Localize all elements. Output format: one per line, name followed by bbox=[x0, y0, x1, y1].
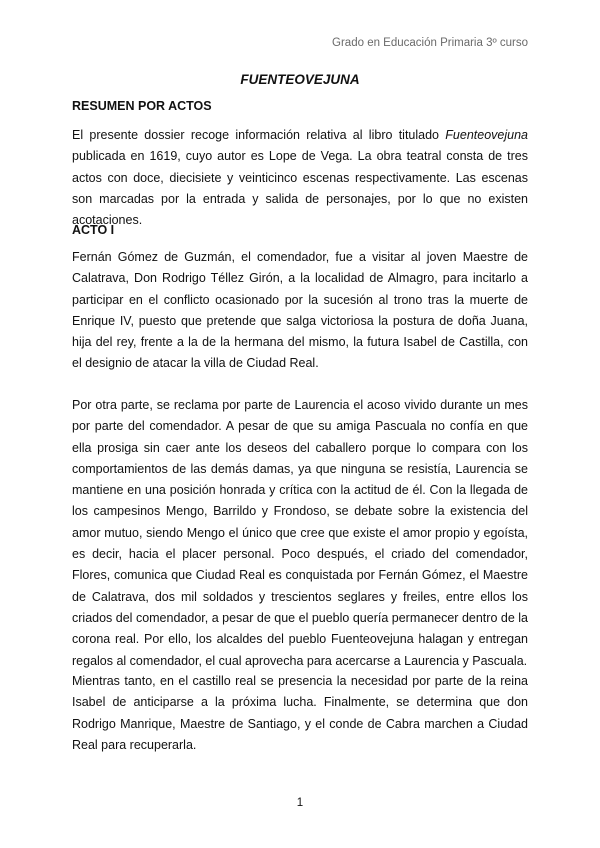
act1-paragraph-3: Mientras tanto, en el castillo real se presencia la necesidad por parte de la reina Isabel de anticiparse a la próxima lucha. Finalmente, se determina que don Rodrigo Manrique, Maestre de Santiago, y el conde de Cabra marchen a Ciudad Real para recuperarla. bbox=[72, 674, 528, 752]
act1-paragraph-1: Fernán Gómez de Guzmán, el comendador, fue a visitar al joven Maestre de Calatrava, Don Rodrigo Téllez Girón, a la localidad de Almagro, para incitarlo a participar en el conflicto ocasionado por la sucesión al trono tras la muerte de Enrique IV, puesto que pretende que salga victoriosa la postura de doña Juana, hija del rey, frente a la de la hermana del mismo, la futura Isabel de Castilla, con el designio de atacar la villa de Ciudad Real. bbox=[72, 250, 528, 371]
running-header: Grado en Educación Primaria 3º curso bbox=[332, 37, 528, 49]
act1-paragraph-2: Por otra parte, se reclama por parte de Laurencia el acoso vivido durante un mes por parte del comendador. A pesar de que su amiga Pascuala no confía en que ella prosiga sin caer ante los deseos del caballero porque lo compara con los comportamientos de las demás damas, ya que ninguna se resistía, Laurencia se mantiene en una posición honrada y crítica con la actitud de él. Con la llegada de los campesinos Mengo, Barrildo y Frondoso, se debate sobre la existencia del amor mutuo, siendo Mengo el único que cree que existe el amor propio y egoísta, es decir, hacia el placer personal. Poco después, el criado del comendador, Flores, comunica que Ciudad Real es conquistada por Fernán Gómez, el Maestre de Calatrava, dos mil soldados y trescientos seglares y freiles, entre ellos los criados del comendador, a pesar de que el pueblo quería permanecer dentro de la corona real. Por ello, los alcaldes del pueblo Fuenteovejuna halagan y entregan regalos al comendador, el cual aprovecha para acercarse a Laurencia y Pascuala. bbox=[72, 398, 528, 668]
act1-heading: ACTO I bbox=[72, 223, 115, 237]
document-title: FUENTEOVEJUNA bbox=[240, 72, 360, 87]
intro-paragraph bbox=[72, 125, 528, 231]
page-number: 1 bbox=[296, 797, 304, 809]
intro-book-title: Fuenteovejuna bbox=[445, 128, 528, 142]
intro-text-end: publicada en 1619, cuyo autor es Lope de Vega. La obra teatral consta de tres actos con doce, diecisiete y veinticinco escenas respectivamente. Las escenas son marcadas por la entrada y salida de personajes, por lo que no existen acotaciones. bbox=[72, 149, 528, 228]
intro-text-start: El presente dossier recoge información relativa al libro titulado bbox=[72, 128, 446, 142]
summary-heading: RESUMEN POR ACTOS bbox=[72, 99, 212, 113]
